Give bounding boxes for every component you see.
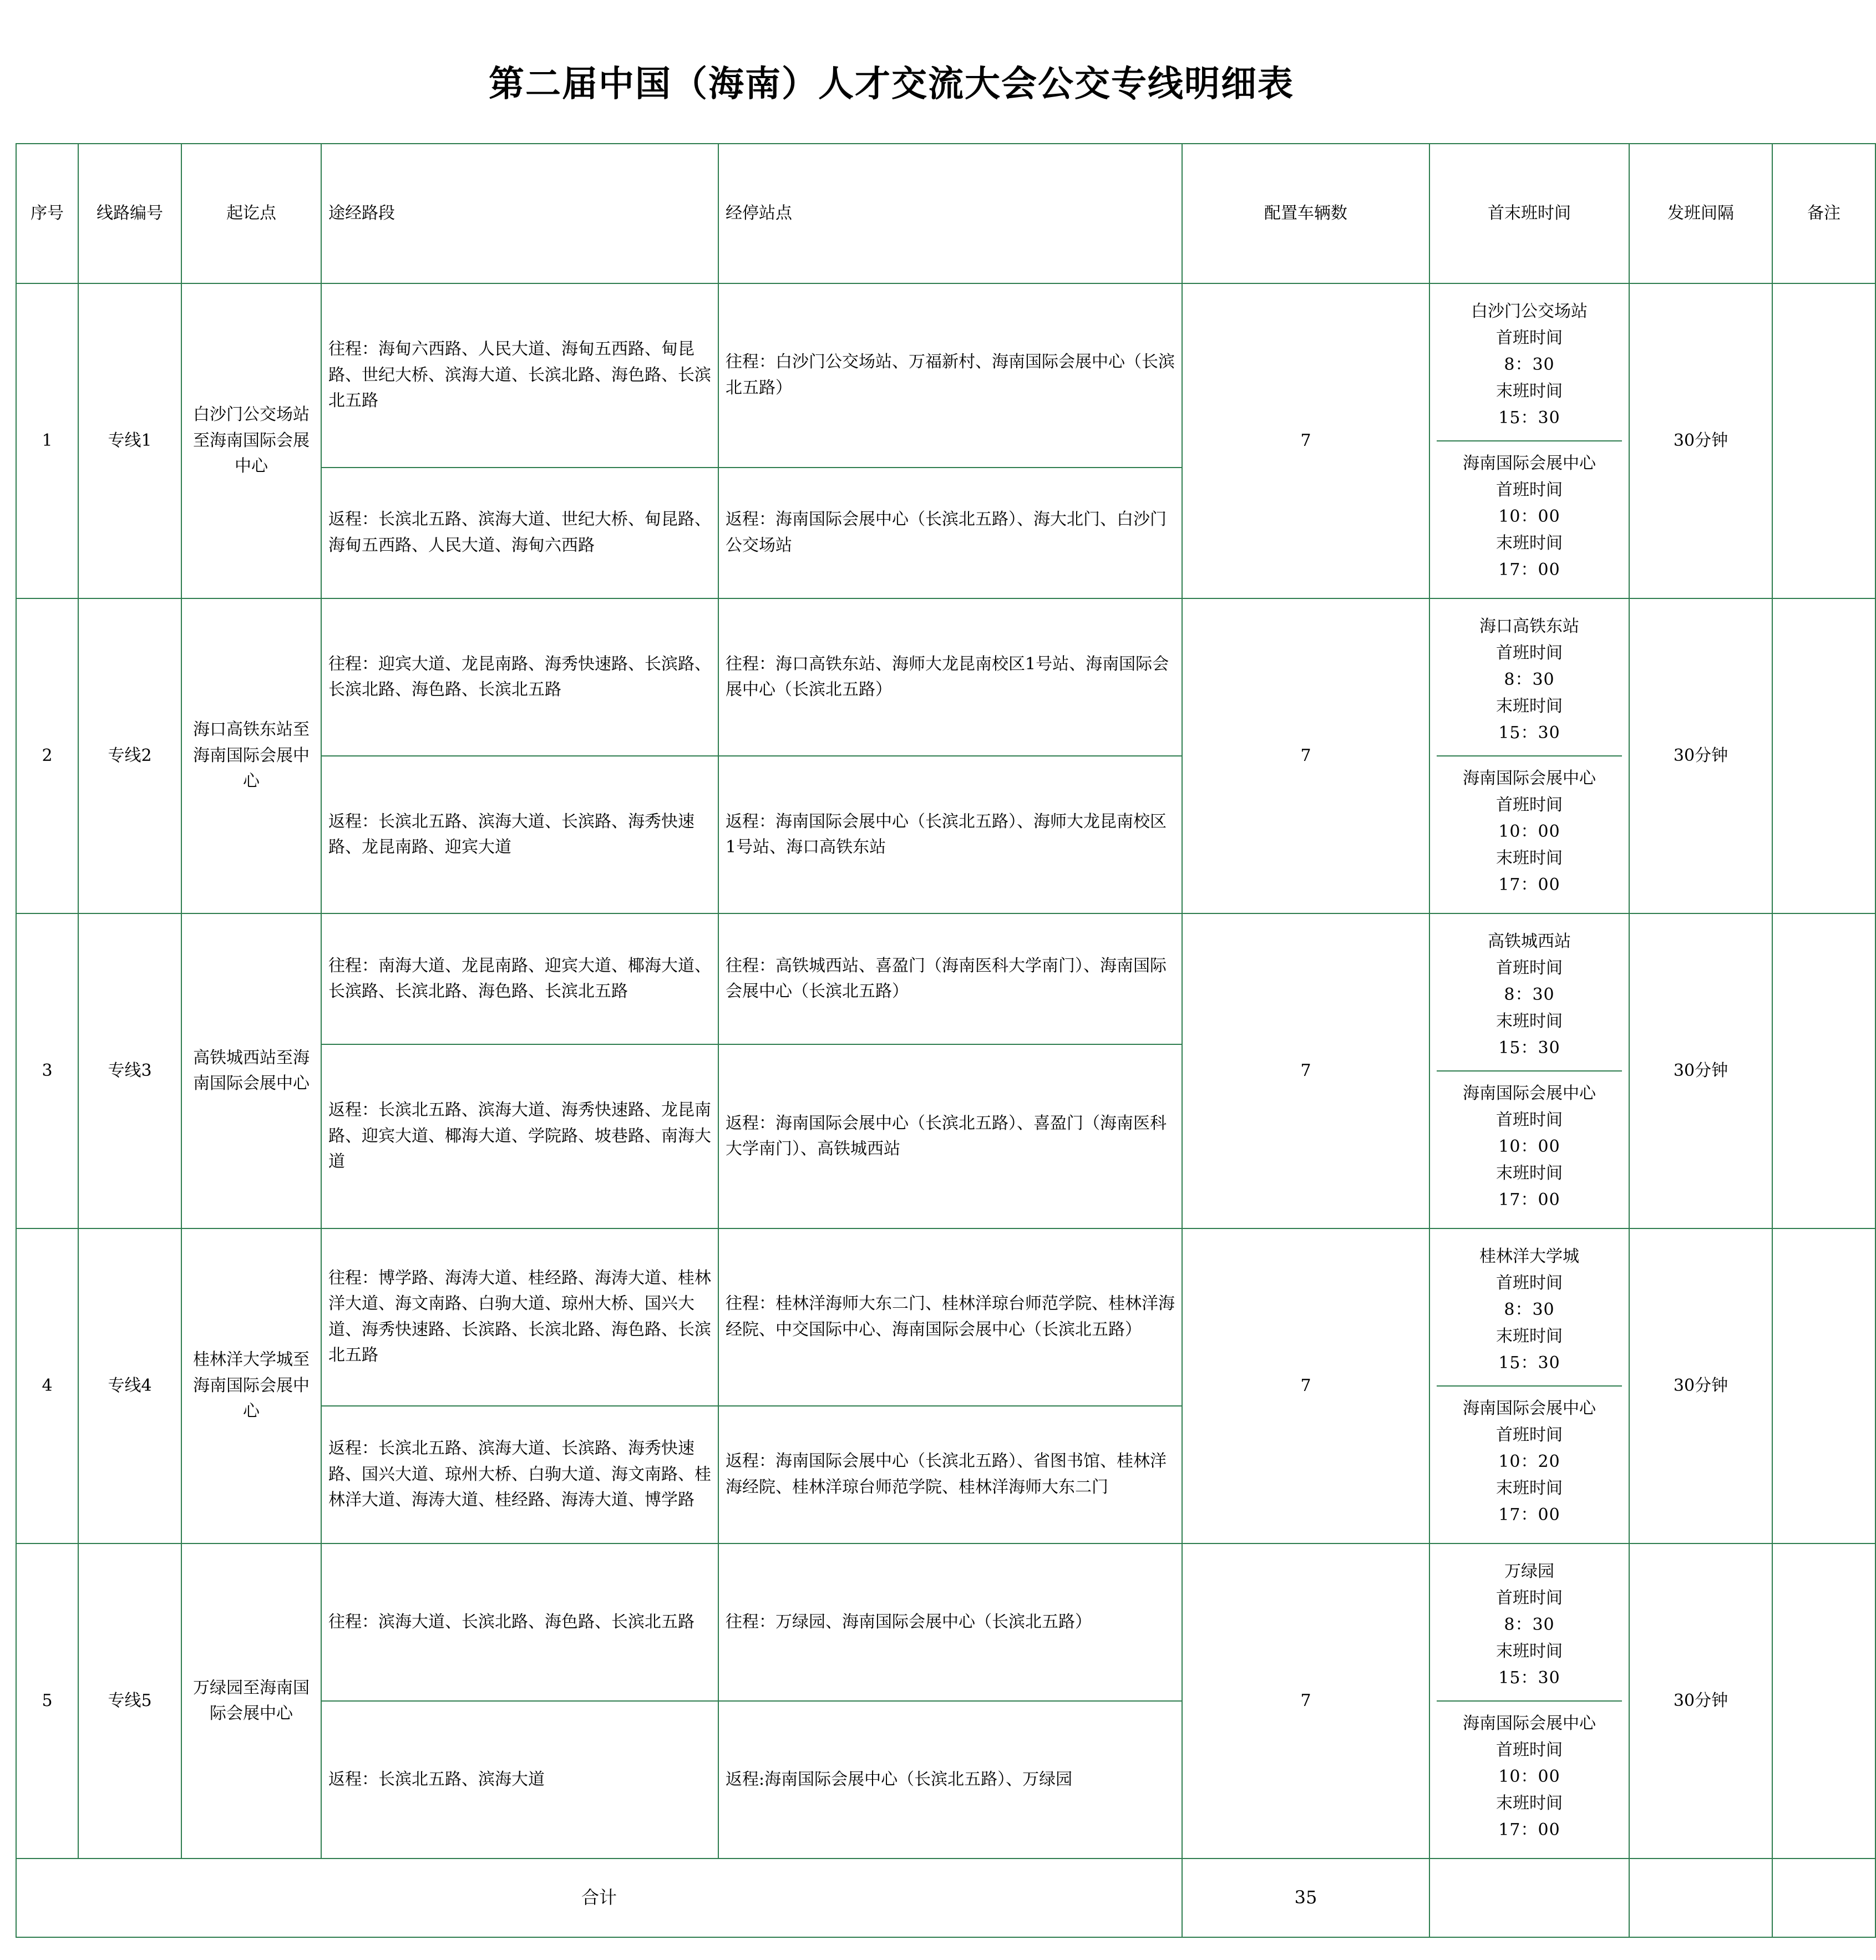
cell-times — [1429, 1228, 1629, 1543]
time-end-last-value: 17：00 — [1498, 1505, 1560, 1525]
table-row — [16, 1543, 1875, 1701]
time-end-first-label: 首班时间 — [1496, 1740, 1563, 1760]
cell-note — [1772, 598, 1875, 913]
cell-index: 1 — [16, 283, 78, 598]
cell-terminals: 桂林洋大学城至海南国际会展中心 — [181, 1228, 321, 1543]
time-start-first-label: 首班时间 — [1496, 958, 1563, 978]
time-end-first-value: 10：00 — [1498, 1137, 1560, 1156]
cell-line-code: 专线2 — [78, 598, 181, 913]
table-body — [16, 283, 1875, 1859]
cell-line-code: 专线1 — [78, 283, 181, 598]
time-start-last-value: 15：30 — [1498, 1353, 1560, 1373]
cell-outbound-roads: 往程：滨海大道、长滨北路、海色路、长滨北五路 — [321, 1543, 718, 1701]
table-total-row — [16, 1859, 1875, 1937]
time-block-end — [1437, 1072, 1622, 1222]
time-end-last-value: 17：00 — [1498, 875, 1560, 895]
time-start-first-value: 8：30 — [1504, 1300, 1555, 1319]
cell-interval: 30分钟 — [1629, 913, 1772, 1228]
cell-index: 4 — [16, 1228, 78, 1543]
cell-vehicles: 7 — [1182, 913, 1429, 1228]
cell-times — [1429, 1543, 1629, 1859]
table-header — [16, 144, 1875, 283]
cell-terminals: 高铁城西站至海南国际会展中心 — [181, 913, 321, 1228]
cell-outbound-stops: 往程：海口高铁东站、海师大龙昆南校区1号站、海南国际会展中心（长滨北五路） — [718, 598, 1182, 756]
total-interval-empty — [1629, 1859, 1772, 1937]
time-end-name: 海南国际会展中心 — [1463, 1399, 1596, 1418]
time-block-start — [1437, 290, 1622, 441]
time-end-name: 海南国际会展中心 — [1463, 769, 1596, 788]
time-block-start — [1437, 605, 1622, 756]
time-start-first-value: 8：30 — [1504, 1615, 1555, 1634]
time-start-first-value: 8：30 — [1504, 985, 1555, 1004]
time-start-first-label: 首班时间 — [1496, 1588, 1563, 1608]
time-block-start — [1437, 1550, 1622, 1702]
cell-vehicles: 7 — [1182, 283, 1429, 598]
time-end-last-label: 末班时间 — [1496, 1794, 1563, 1813]
time-end-name: 海南国际会展中心 — [1463, 1714, 1596, 1733]
time-block-end — [1437, 441, 1622, 592]
time-start-first-label: 首班时间 — [1496, 643, 1563, 663]
cell-terminals: 万绿园至海南国际会展中心 — [181, 1543, 321, 1859]
time-end-first-value: 10：20 — [1498, 1452, 1560, 1471]
cell-return-stops: 返程：海南国际会展中心（长滨北五路）、省图书馆、桂林洋海经院、桂林洋琼台师范学院、桂林洋海师大东二门 — [718, 1406, 1182, 1543]
cell-times — [1429, 598, 1629, 913]
time-end-first-value: 10：00 — [1498, 1767, 1560, 1786]
total-times-empty — [1429, 1859, 1629, 1937]
time-start-last-value: 15：30 — [1498, 1038, 1560, 1058]
cell-vehicles: 7 — [1182, 1228, 1429, 1543]
bus-line-table — [16, 143, 1876, 1938]
cell-outbound-roads: 往程：博学路、海涛大道、桂经路、海涛大道、桂林洋大道、海文南路、白驹大道、琼州大桥、国兴大道、海秀快速路、长滨路、长滨北路、海色路、长滨北五路 — [321, 1228, 718, 1406]
column-header-interval: 发班间隔 — [1629, 144, 1772, 283]
table-row — [16, 913, 1875, 1044]
time-block-end — [1437, 756, 1622, 907]
cell-note — [1772, 283, 1875, 598]
time-end-last-label: 末班时间 — [1496, 1164, 1563, 1183]
cell-return-roads: 返程：长滨北五路、滨海大道 — [321, 1701, 718, 1859]
cell-index: 2 — [16, 598, 78, 913]
cell-vehicles: 7 — [1182, 598, 1429, 913]
cell-line-code: 专线5 — [78, 1543, 181, 1859]
cell-return-stops: 返程：海南国际会展中心（长滨北五路）、海大北门、白沙门公交场站 — [718, 468, 1182, 598]
cell-line-code: 专线3 — [78, 913, 181, 1228]
column-header-index: 序号 — [16, 144, 78, 283]
time-end-first-label: 首班时间 — [1496, 1110, 1563, 1130]
time-end-last-value: 17：00 — [1498, 1820, 1560, 1840]
cell-terminals: 海口高铁东站至海南国际会展中心 — [181, 598, 321, 913]
time-start-last-value: 15：30 — [1498, 1668, 1560, 1688]
time-end-first-label: 首班时间 — [1496, 480, 1563, 500]
cell-outbound-stops: 往程：桂林洋海师大东二门、桂林洋琼台师范学院、桂林洋海经院、中交国际中心、海南国际会展中心（长滨北五路） — [718, 1228, 1182, 1406]
cell-interval: 30分钟 — [1629, 598, 1772, 913]
cell-return-stops: 返程：海南国际会展中心（长滨北五路）、海师大龙昆南校区1号站、海口高铁东站 — [718, 756, 1182, 913]
cell-interval: 30分钟 — [1629, 283, 1772, 598]
cell-index: 3 — [16, 913, 78, 1228]
time-start-last-label: 末班时间 — [1496, 697, 1563, 716]
column-header-line-code: 线路编号 — [78, 144, 181, 283]
cell-times — [1429, 913, 1629, 1228]
time-start-name: 高铁城西站 — [1488, 932, 1571, 951]
time-start-first-value: 8：30 — [1504, 355, 1555, 374]
time-start-name: 桂林洋大学城 — [1479, 1247, 1579, 1266]
total-label: 合计 — [16, 1859, 1182, 1937]
time-block-end — [1437, 1387, 1622, 1537]
time-end-last-value: 17：00 — [1498, 1190, 1560, 1210]
time-start-last-label: 末班时间 — [1496, 1642, 1563, 1661]
cell-outbound-stops: 往程：高铁城西站、喜盈门（海南医科大学南门）、海南国际会展中心（长滨北五路） — [718, 913, 1182, 1044]
table-row — [16, 598, 1875, 756]
table-row — [16, 283, 1875, 468]
cell-outbound-roads: 往程：南海大道、龙昆南路、迎宾大道、椰海大道、长滨路、长滨北路、海色路、长滨北五路 — [321, 913, 718, 1044]
cell-return-roads: 返程：长滨北五路、滨海大道、长滨路、海秀快速路、龙昆南路、迎宾大道 — [321, 756, 718, 913]
cell-interval: 30分钟 — [1629, 1543, 1772, 1859]
time-end-first-label: 首班时间 — [1496, 795, 1563, 815]
cell-note — [1772, 1543, 1875, 1859]
column-header-stops: 经停站点 — [718, 144, 1182, 283]
time-start-first-value: 8：30 — [1504, 670, 1555, 689]
time-start-last-label: 末班时间 — [1496, 1012, 1563, 1031]
time-block-start — [1437, 920, 1622, 1072]
column-header-times: 首末班时间 — [1429, 144, 1629, 283]
cell-note — [1772, 913, 1875, 1228]
cell-outbound-stops: 往程：白沙门公交场站、万福新村、海南国际会展中心（长滨北五路） — [718, 283, 1182, 468]
time-start-last-label: 末班时间 — [1496, 382, 1563, 401]
time-start-name: 海口高铁东站 — [1479, 617, 1579, 636]
time-start-last-value: 15：30 — [1498, 723, 1560, 743]
column-header-terminals: 起讫点 — [181, 144, 321, 283]
time-start-name: 万绿园 — [1504, 1562, 1554, 1581]
time-end-name: 海南国际会展中心 — [1463, 1084, 1596, 1103]
cell-outbound-roads: 往程：迎宾大道、龙昆南路、海秀快速路、长滨路、长滨北路、海色路、长滨北五路 — [321, 598, 718, 756]
time-end-last-label: 末班时间 — [1496, 849, 1563, 868]
time-block-start — [1437, 1235, 1622, 1387]
time-end-last-label: 末班时间 — [1496, 534, 1563, 553]
column-header-roads: 途经路段 — [321, 144, 718, 283]
cell-outbound-stops: 往程：万绿园、海南国际会展中心（长滨北五路） — [718, 1543, 1182, 1701]
page-title: 第二届中国（海南）人才交流大会公交专线明细表 — [489, 63, 1294, 105]
time-start-last-label: 末班时间 — [1496, 1327, 1563, 1346]
time-start-first-label: 首班时间 — [1496, 328, 1563, 348]
cell-index: 5 — [16, 1543, 78, 1859]
cell-vehicles: 7 — [1182, 1543, 1429, 1859]
time-end-last-value: 17：00 — [1498, 560, 1560, 580]
cell-line-code: 专线4 — [78, 1228, 181, 1543]
cell-times — [1429, 283, 1629, 598]
total-vehicles: 35 — [1182, 1859, 1429, 1937]
time-end-first-value: 10：00 — [1498, 822, 1560, 841]
time-end-first-label: 首班时间 — [1496, 1425, 1563, 1445]
total-note-empty — [1772, 1859, 1875, 1937]
column-header-note: 备注 — [1772, 144, 1875, 283]
time-start-first-label: 首班时间 — [1496, 1273, 1563, 1293]
column-header-vehicles: 配置车辆数 — [1182, 144, 1429, 283]
time-start-name: 白沙门公交场站 — [1471, 302, 1588, 321]
time-block-end — [1437, 1702, 1622, 1852]
table-footer — [16, 1859, 1875, 1937]
cell-return-roads: 返程：长滨北五路、滨海大道、海秀快速路、龙昆南路、迎宾大道、椰海大道、学院路、坡巷路、南海大道 — [321, 1044, 718, 1228]
cell-terminals: 白沙门公交场站至海南国际会展中心 — [181, 283, 321, 598]
table-row — [16, 1228, 1875, 1406]
time-end-name: 海南国际会展中心 — [1463, 454, 1596, 473]
time-start-last-value: 15：30 — [1498, 408, 1560, 428]
cell-return-stops: 返程:海南国际会展中心（长滨北五路）、万绿园 — [718, 1701, 1182, 1859]
cell-return-roads: 返程：长滨北五路、滨海大道、长滨路、海秀快速路、国兴大道、琼州大桥、白驹大道、海文南路、桂林洋大道、海涛大道、桂经路、海涛大道、博学路 — [321, 1406, 718, 1543]
cell-interval: 30分钟 — [1629, 1228, 1772, 1543]
cell-return-stops: 返程：海南国际会展中心（长滨北五路）、喜盈门（海南医科大学南门）、高铁城西站 — [718, 1044, 1182, 1228]
cell-outbound-roads: 往程：海甸六西路、人民大道、海甸五西路、甸昆路、世纪大桥、滨海大道、长滨北路、海色路、长滨北五路 — [321, 283, 718, 468]
cell-note — [1772, 1228, 1875, 1543]
cell-return-roads: 返程：长滨北五路、滨海大道、世纪大桥、甸昆路、海甸五西路、人民大道、海甸六西路 — [321, 468, 718, 598]
time-end-first-value: 10：00 — [1498, 507, 1560, 526]
table-header-row — [16, 144, 1875, 283]
time-end-last-label: 末班时间 — [1496, 1479, 1563, 1498]
